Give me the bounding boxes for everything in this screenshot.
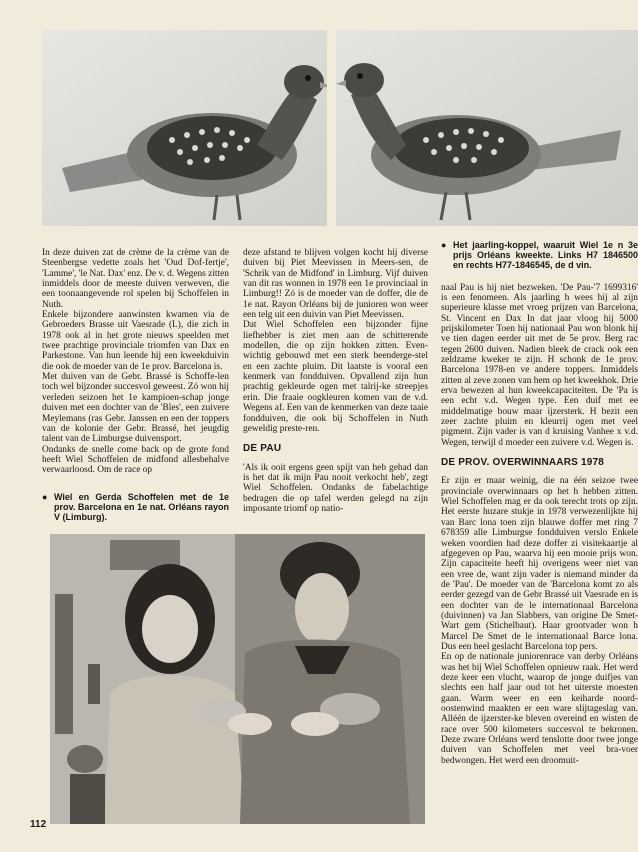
photo-caption-pair	[441, 240, 638, 271]
paragraph: naal Pau is hij niet bezweken. 'De Pau-'7 1699316' is een fenomeen. Als jaarling h wees hij al zijn superieure klasse met vroeg prijzen van Barcelona, St. Vincent en Dax In dat jaar vloog hij 5000 prijskilometer Toen hij nationaal Pau won blonk hij ve tien dagen eerder uit met de 5e prov. Berg rac tegen 2600 duiven. Nadien bleek de crack ook een zeldzame kweker te zijn. H schonk de 1e prov. Barcelona 1978-en ve andere toppers. Inmiddels zitten al zeve zonen van hem op het kweekhok. Drie erva bewezen al hun kweekcapaciteiten. De 'Pa is een echt v.d. Wegen type. Een duif met ee middelmatige bouw maar ijzersterk. H bezit een zeer zachte pluim en kleurrij ogen met veel pigment. Zijn vader is van d kruising Vanhee x v.d. Wegen, terwijl d moeder een zuivere v.d. Wegen is.	[441, 282, 638, 448]
pigeon-photo-left	[42, 30, 327, 226]
paragraph: 'Als ik ooit ergens geen spijt van heb gehad dan is het dat ik mijn Pau nooit verkocht heb', zegt Wiel Schoffelen. Ondanks de fabelachtige bedragen die op tafel werden gelegd na zijn imposante triomf op natio-	[243, 462, 428, 514]
bullet-icon: ●	[42, 491, 48, 502]
caption-text: Wiel en Gerda Schoffelen met de 1e prov. Barcelona en 1e nat. Orléans rayon V (Limburg).	[54, 491, 229, 522]
text-column-3	[441, 240, 638, 845]
text-column-1	[42, 248, 229, 522]
pigeon-photo-right	[336, 30, 638, 226]
photo-caption-couple	[42, 492, 229, 523]
paragraph: Met duiven van de Gebr. Brassé is Schoffe-len toch wel bijzonder succesvol geweest. Zó won hij verleden seizoen het 1e kampioen-schap jonge duiven met een dochter van de 'Bles', een zuivere Meylemans (ras Gebr. Janssen en een der toppers van de kolonie der Gebr. Brassé, het jeugdig talent van de Limburgse duivensport.	[42, 372, 229, 445]
paragraph: En op de nationale juniorenrace van derby Orléans was het bij Wiel Schoffelen opnieuw raak. Het werd deze keer een vlucht, waarop de jonge duifjes van slechts een half jaar oud tot het uiterste moesten gaan. Warm weer en een keiharde noord-oostenwind maakten er een ware slijtageslag van. Alléén de ijzerster-ke bleven overeind en wisten de race over 500 kilometers succesvol te bekronen. Deze zware Orléans werd tenslotte door twee jonge duiven van Schoffelen met veel bra-voer bedwongen. Het werd een droomuit-	[441, 652, 638, 766]
couple-photo	[50, 534, 425, 824]
paragraph: Er zijn er maar weinig, die na één seizoe twee provinciale overwinnaars op het h hebben zitten. Wiel Schoffelen mag er da ook terecht trots op zijn. Het eerste huzare stukje in 1978 verwezenlijkte hij van Barc lona toen zijn blauwe doffer met ring 7 678359 alle Limburgse fondduiven verslo Enkele weken voordien had deze doffer zi visitekaartje al afgegeven op Pau, waarva hij een mooie prijs won. Zijn capaciteite heeft hij overigens weer niet van een vree de, want zijn vader is niemand minder da de 'Pau'. De moeder van de 'Barcelona komt zo als eerder gezegd van de Gebr Brassé uit Vaesrade en is een dochter van de le internationaal Barcelona (duivinnen) va Jan Slabbers, van origine De Smet-Wart gem (Stichelbaut). Haar grootvader won h Marcel De Smet de le internationaal Barce lona. Dus een heel geslacht Barcelona top pers.	[441, 476, 638, 652]
caption-text: Het jaarling-koppel, waaruit Wiel 1e n 3e prijs Orléans kweekte. Links H7 1846500 en rechts H77-1846545, de d vin.	[453, 240, 638, 271]
text-column-2	[243, 248, 428, 514]
paragraph: Ondanks de snelle come back op de grote fond heeft Wiel Schoffelen de midfond allesbehalve verwaarloosd. Om de race op	[42, 444, 229, 476]
section-heading-de-pau: DE PAU	[243, 443, 282, 455]
page-number: 112	[30, 819, 47, 830]
paragraph: deze afstand te blijven volgen kocht hij diverse duiven bij Piet Meevissen in Meers-sen, de 'Schrik van de Midfond' in Limburg. Vijf duiven van dit ras wonnen in 1978 een 1e provinciaal in Limburg!! Zó is de moeder van de doffer, die de 1e nat. Rayon Orléans bij de junioren won weer een telg uit een duivin van Piet Meevissen.	[243, 248, 428, 321]
paragraph: Enkele bijzondere aanwinsten kwamen via de Gebroeders Brasse uit Vaesrade (L), die zich in 1978 ook al in het grote nieuws speelden met twee prachtige provinciale triomfen van Dax en Parkestone. Van hun leende hij een kweekduivin die ook de moeder van de 1e prov. Barcelona is.	[42, 310, 229, 372]
section-heading-prov-overwinnaars: DE PROV. OVERWINNAARS 1978	[441, 457, 605, 469]
paragraph: In deze duiven zat de crème de la crème van de Steenbergse vedette zoals het 'Oud Dof-fertje', 'Lamme', 'le Nat. Dax' enz. De v. d. Wegens zitten inmiddels door de meeste duiven verweven, die een toonaangevende rol spelen bij Schoffelen in Nuth.	[42, 248, 229, 310]
bullet-icon: ●	[441, 240, 447, 250]
paragraph: Dat Wiel Schoffelen een bijzonder fijne liefhebber is ziet men aan de schitterende modellen, die op zijn hokken zitten. Even-wichtig gebouwd met een sterk beenderge-stel en een zachte pluim. Dit laatste is vooral een kenmerk van fondduiven. Opvallend zijn hun prachtig gekleurde ogen met talrij-ke streepjes erin. Die fraaie oogkleuren komen van de v.d. Wegens af. Een van de kenmerken van deze taaie fondduiven, die ook bij Schoffelen in Nuth geweldig preste-ren.	[243, 320, 428, 434]
